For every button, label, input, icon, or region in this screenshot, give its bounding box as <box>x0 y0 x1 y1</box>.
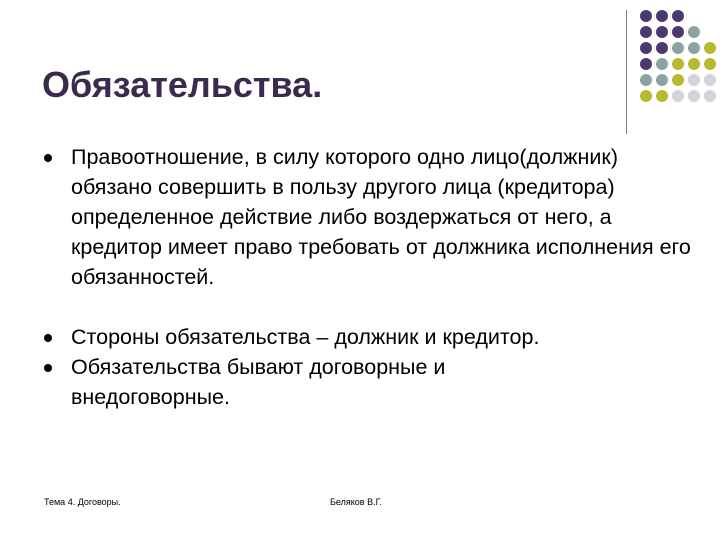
decorative-dot <box>656 42 668 54</box>
decorative-dot <box>656 74 668 86</box>
decorative-dot <box>672 10 684 22</box>
decorative-dot <box>640 10 652 22</box>
decorative-dot <box>656 58 668 70</box>
decorative-dot <box>640 42 652 54</box>
bullet-icon <box>44 334 52 342</box>
decorative-dot <box>672 26 684 38</box>
bullet-icon <box>44 364 52 372</box>
bullet-item <box>44 352 571 412</box>
decorative-dot <box>672 42 684 54</box>
slide-title: Обязательства. <box>42 64 323 105</box>
bullet-text: Правоотношение, в силу которого одно лицо(должник) обязано совершить в пользу другого лица (кредитора) определенное действие либо воздержаться от него, а кредитор имеет право требовать от должника исполнения его обязанностей. <box>71 145 691 289</box>
decorative-dot-grid <box>639 10 719 110</box>
bullet-text: Стороны обязательства – должник и кредитор. <box>71 325 540 349</box>
divider-line <box>626 10 627 134</box>
decorative-dot <box>640 58 652 70</box>
decorative-dot <box>688 74 700 86</box>
decorative-dot <box>640 26 652 38</box>
bullet-item <box>44 142 694 322</box>
footer-topic: Тема 4. Договоры. <box>44 497 121 507</box>
decorative-dot <box>672 90 684 102</box>
decorative-dot <box>640 74 652 86</box>
decorative-dot <box>656 10 668 22</box>
decorative-dot <box>688 42 700 54</box>
decorative-dot <box>704 58 716 70</box>
decorative-dot <box>688 90 700 102</box>
decorative-dot <box>656 90 668 102</box>
decorative-dot <box>656 26 668 38</box>
decorative-dot <box>672 74 684 86</box>
bullet-list <box>44 142 694 412</box>
decorative-dot <box>640 90 652 102</box>
decorative-dot <box>704 90 716 102</box>
footer-author: Беляков В.Г. <box>330 497 382 507</box>
decorative-dot <box>688 58 700 70</box>
decorative-dot <box>704 74 716 86</box>
bullet-item <box>44 322 694 352</box>
decorative-dot <box>672 58 684 70</box>
decorative-dot <box>704 42 716 54</box>
decorative-dot <box>688 26 700 38</box>
bullet-icon <box>44 154 52 162</box>
bullet-text: Обязательства бывают договорные и внедоговорные. <box>71 355 446 409</box>
